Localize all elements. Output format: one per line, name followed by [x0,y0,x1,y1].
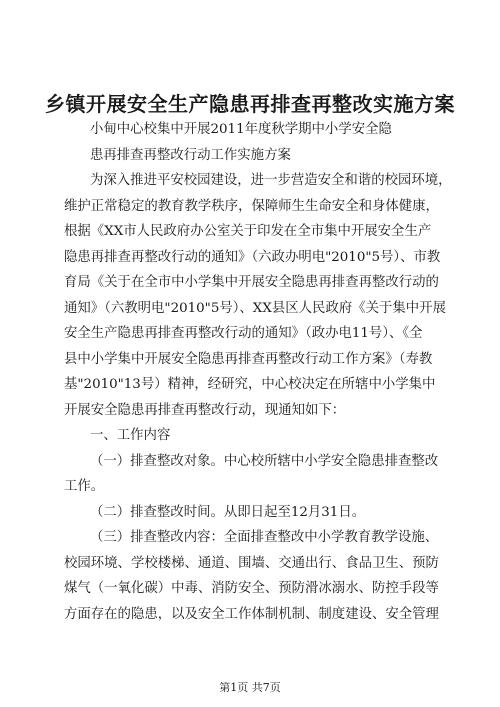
body-line-8: 县中小学集中开展安全隐患再排查再整改行动工作方案》（寿教 [64,352,433,367]
body-line-2: 维护正常稳定的教育教学秩序，保障师生生命安全和身体健康， [64,199,439,214]
page-number: 第1页 共7页 [219,681,281,694]
body-line-1: 为深入推进平安校园建设，进一步营造安全和谐的校园环境， [90,173,452,188]
body-line-10: 开展安全隐患再排查再整改行动，现通知如下： [64,403,346,418]
document-title: 乡镇开展安全生产隐患再排查再整改实施方案 [45,92,455,116]
section-heading-1: 一、工作内容 [90,428,171,443]
body-line-3: 根据《XX市人民政府办公室关于印发在全市集中开展安全生产 [64,224,432,239]
body-line-9: 基"2010"13号）精神，经研究，中心校决定在所辖中小学集中 [64,377,436,392]
subtitle-line-2: 患再排查再整改行动工作实施方案 [90,148,291,163]
body-line-13: 工作。 [64,479,105,494]
body-line-14: （二）排查整改时间。从即日起至12月31日。 [90,505,366,520]
body-line-17: 煤气（一氧化碳）中毒、消防安全、预防滑冰溺水、防控手段等 [64,581,439,596]
body-line-5: 育局《关于在全市中小学集中开展安全隐患再排查再整改行动的 [64,275,439,290]
body-line-7: 安全生产隐患再排查再整改行动的通知》（政办电11号）、《全 [64,326,423,341]
body-line-15: （三）排查整改内容：全面排查整改中小学教育教学设施、 [90,530,439,545]
body-line-12: （一）排查整改对象。中心校所辖中小学安全隐患排查整改 [90,454,439,469]
body-line-4: 隐患再排查再整改行动的通知》（六政办明电"2010"5号）、市教 [64,250,441,265]
body-line-16: 校园环境、学校楼梯、通道、围墙、交通出行、食品卫生、预防 [64,556,439,571]
subtitle-line-1: 小甸中心校集中开展2011年度秋学期中小学安全隐 [90,122,392,137]
body-line-18: 方面存在的隐患，以及安全工作体制机制、制度建设、安全管理 [64,607,439,622]
body-line-6: 通知》（六教明电"2010"5号）、XX县区人民政府《关于集中开展 [64,301,446,316]
